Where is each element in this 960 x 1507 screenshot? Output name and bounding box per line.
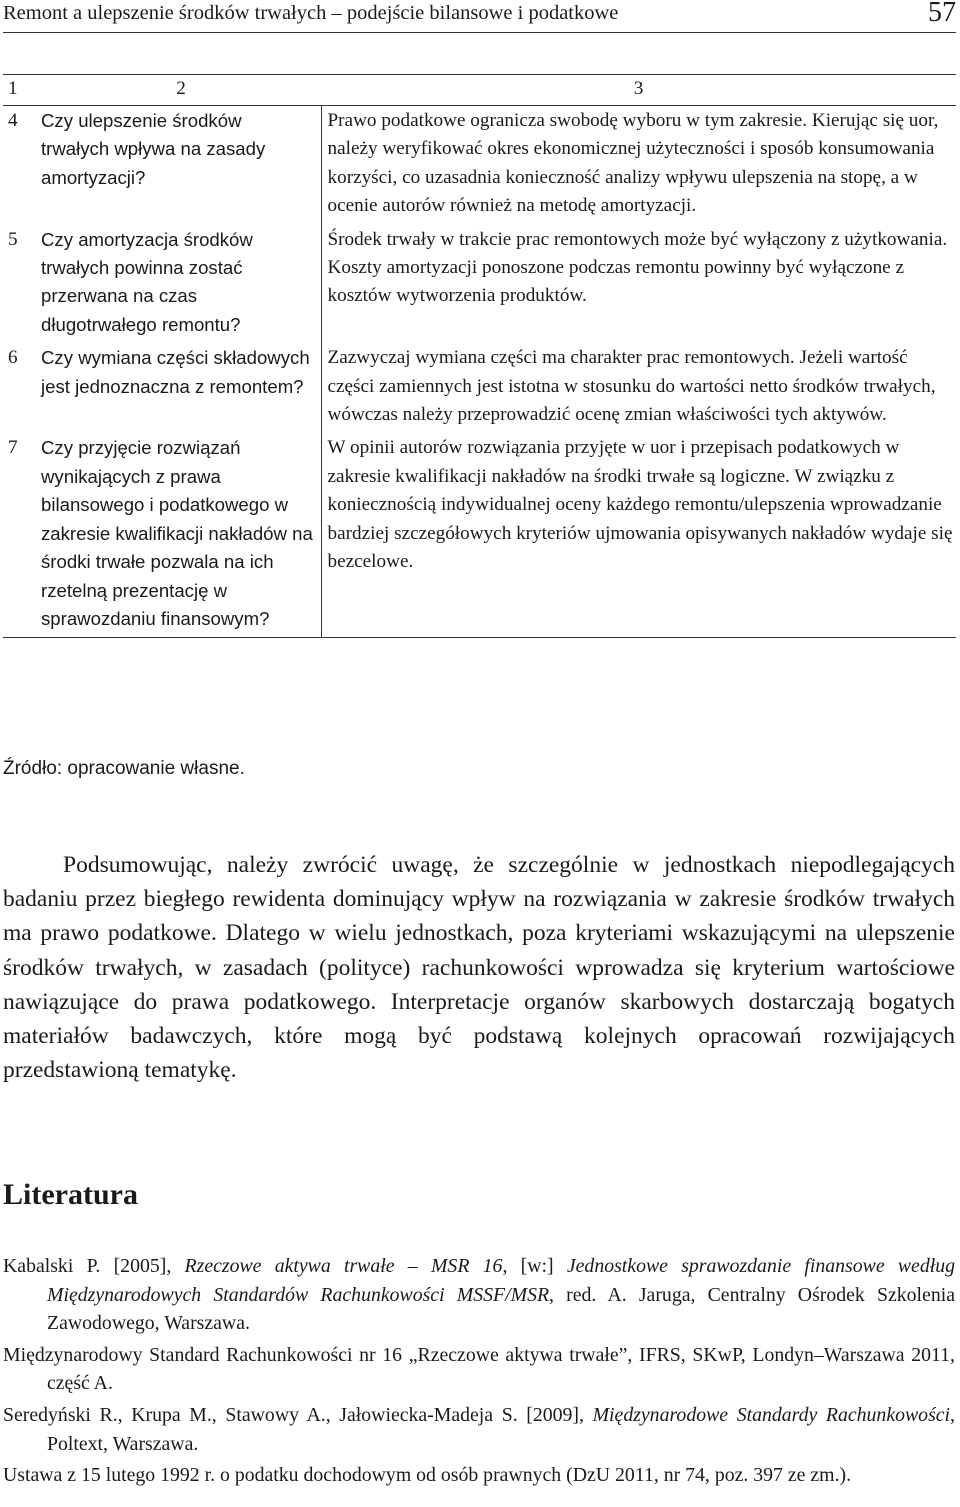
summary-paragraph	[3, 848, 955, 1087]
summary-text: Podsumowując, należy zwrócić uwagę, że szczególnie w jednostkach niepodlegających badaniu przez biegłego rewidenta dominujący wpływ na rozwiązania w zakresie środków trwałych ma prawo podatkowe. Dlatego w wielu jednostkach, poza kryteriami wskazującymi na ulepszenie środków trwałych, w zasadach (polityce) rachunkowości wprowadza się kryterium wartościowe nawiązujące do prawa podatkowego. Interpretacje organów skarbowych dostarczają bogatych materiałów badawczych, które mogą być podstawą kolejnych opracowań rozwijających przedstawioną tematykę.	[3, 852, 955, 1084]
column-header-3: 3	[321, 75, 956, 106]
row-answer: W opinii autorów rozwiązania przyjęte w uor i przepisach podatkowych w zakresie kwalifikacji nakładów na środki trwałe są logiczne. W związku z koniecznością indywidualnej oceny każdego remontu/ulepszenia wprowadzanie bardziej szczegółowych kryteriów ujmowania opisywanych nakładów wydaje się bezcelowe.	[321, 433, 956, 637]
table-row	[3, 106, 956, 225]
row-question: Czy ulepszenie środków trwałych wpływa na zasady amortyzacji?	[41, 110, 266, 188]
column-header-2: 2	[41, 75, 321, 106]
reference-item: Międzynarodowy Standard Rachunkowości nr 16 „Rzeczowe aktywa trwałe”, IFRS, SKwP, Londyn–Warszawa 2011, część A.	[3, 1343, 955, 1395]
running-header-title: Remont a ulepszenie środków trwałych – podejście bilansowe i podatkowe	[3, 2, 619, 24]
table-row	[3, 225, 956, 344]
row-question: Czy przyjęcie rozwiązań wynikających z prawa bilansowego i podatkowego w zakresie kwalifikacji nakładów na środki trwałe pozwala na ich rzetelną prezentację w sprawozdaniu finansowym?	[41, 433, 321, 637]
table-header-row	[3, 75, 956, 106]
reference-list	[3, 1252, 955, 1493]
reference-item: Kabalski P. [2005], Rzeczowe aktywa trwałe – MSR 16, [w:] Jednostkowe sprawozdanie finansowe według Międzynarodowych Standardów Rachunkowości MSSF/MSR, red. A. Jaruga, Centralny Ośrodek Szkolenia Zawodowego, Warszawa.	[3, 1255, 955, 1335]
column-header-1: 1	[3, 75, 41, 106]
row-answer: Środek trwały w trakcie prac remontowych może być wyłączony z użytkowania. Koszty amortyzacji ponoszone podczas remontu powinny być wyłączone z kosztów wytworzenia produktów.	[321, 225, 956, 344]
running-header	[3, 0, 956, 33]
page-number: 57	[928, 0, 956, 28]
table-row	[3, 343, 956, 433]
row-answer: Zazwyczaj wymiana części ma charakter prac remontowych. Jeżeli wartość części zamiennych jest istotna w stosunku do wartości netto środków trwałych, wówczas należy przeprowadzić ocenę zmian właściwości tych aktywów.	[321, 343, 956, 433]
row-number: 5	[8, 228, 18, 250]
row-question: Czy wymiana części składowych jest jednoznaczna z remontem?	[41, 347, 310, 397]
row-question: Czy amortyzacja środków trwałych powinna zostać przerwana na czas długotrwałego remontu?	[41, 228, 253, 335]
reference-item: Seredyński R., Krupa M., Stawowy A., Jałowiecka-Madeja S. [2009], Międzynarodowe Standardy Rachunkowości, Poltext, Warszawa.	[3, 1403, 955, 1455]
source-note: Źródło: opracowanie własne.	[3, 758, 245, 779]
literature-heading: Literatura	[3, 1178, 138, 1211]
row-number: 4	[8, 110, 18, 131]
row-number: 7	[3, 433, 41, 637]
qa-table	[3, 74, 956, 638]
row-number: 6	[8, 347, 18, 369]
reference-item: Ustawa z 15 lutego 1992 r. o podatku dochodowym od osób prawnych (DzU 2011, nr 74, poz. 397 ze zm.).	[3, 1464, 852, 1487]
table-row	[3, 433, 956, 637]
row-answer: Prawo podatkowe ogranicza swobodę wyboru w tym zakresie. Kierując się uor, należy weryfikować okres ekonomicznej użyteczności i sposób konsumowania korzyści, co uzasadnia konieczność analizy wpływu ulepszenia na stopę, a w ocenie autorów również na metodę amortyzacji.	[321, 106, 956, 225]
